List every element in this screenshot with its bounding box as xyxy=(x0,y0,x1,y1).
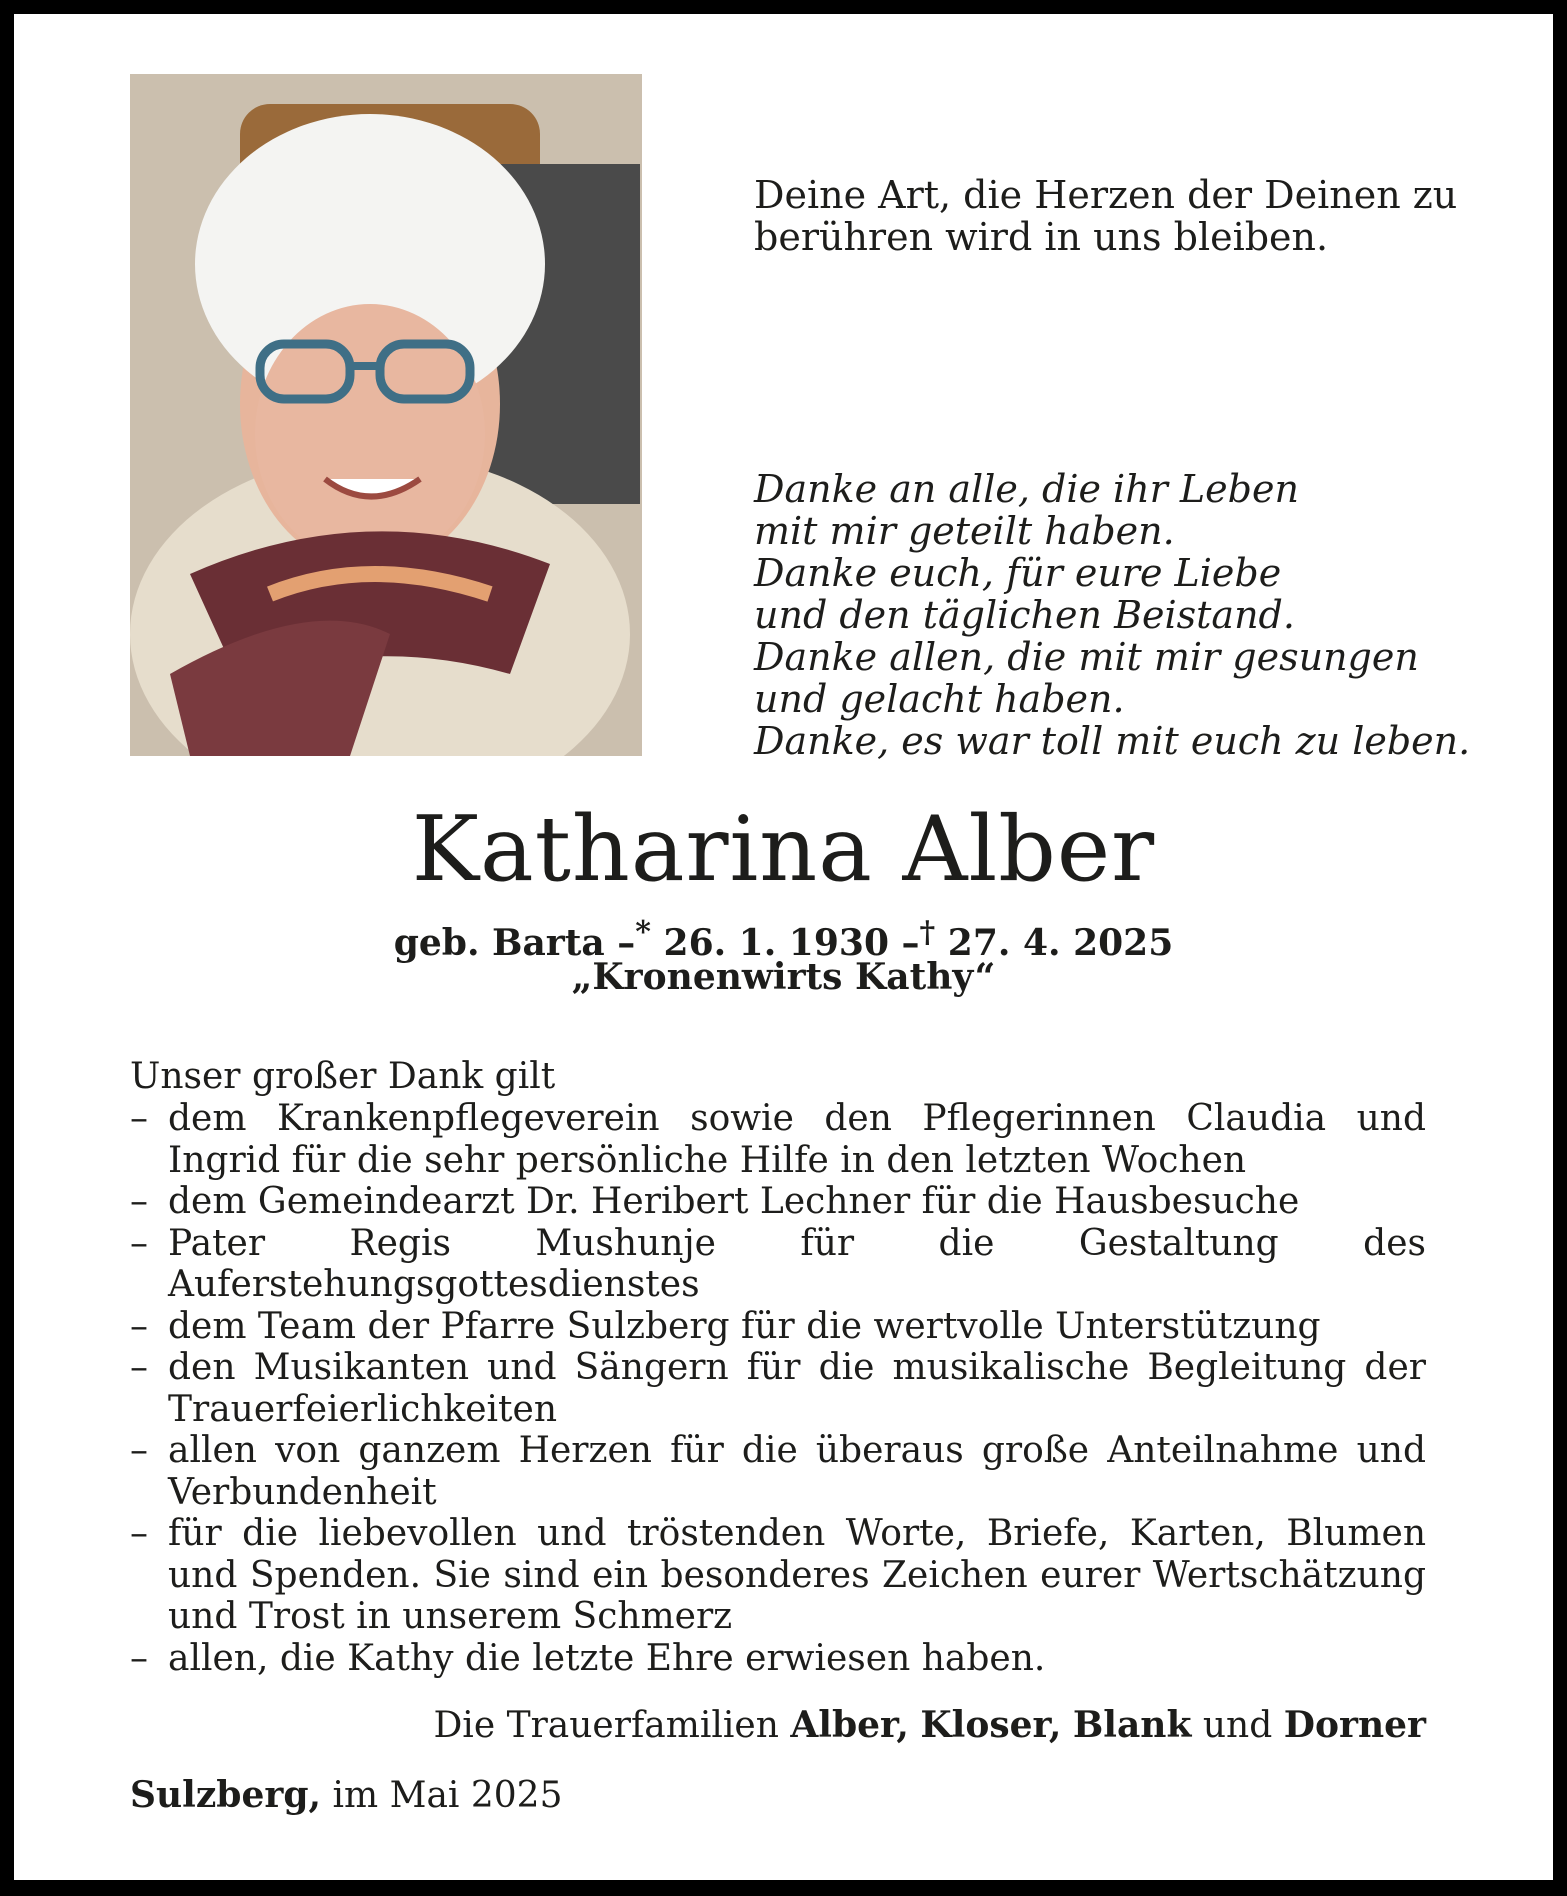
poem-line: mit mir geteilt haben. xyxy=(754,509,1175,553)
place: Sulzberg, xyxy=(130,1774,322,1816)
dash-bullet-icon: – xyxy=(130,1513,148,1554)
quote-line: berühren wird in uns bleiben. xyxy=(754,215,1329,259)
thank-you-poem xyxy=(754,468,1470,762)
family-name: Dorner xyxy=(1283,1704,1426,1746)
family-joiner: und xyxy=(1202,1705,1273,1746)
portrait-photo xyxy=(130,74,642,756)
list-item-text: für die liebevollen und tröstenden Worte, Briefe, Karten, Blumen und Spenden. Sie sind ein besonderes Zeichen eurer Wertschätzung und Trost in unserem Schmerz xyxy=(168,1513,1426,1637)
dash-separator: – xyxy=(901,922,920,964)
place-and-date xyxy=(130,1774,563,1817)
list-item xyxy=(130,1098,1426,1181)
list-item xyxy=(130,1430,1426,1513)
list-item xyxy=(130,1513,1426,1638)
nickname: „Kronenwirts Kathy“ xyxy=(571,956,996,998)
list-item-text: den Musikanten und Sängern für die musikalische Begleitung der Trauerfeierlichkeiten xyxy=(168,1347,1426,1430)
obituary-page xyxy=(14,14,1553,1880)
dash-bullet-icon: – xyxy=(130,1430,148,1471)
list-item xyxy=(130,1638,1426,1680)
dash-bullet-icon: – xyxy=(130,1637,148,1679)
poem-line: Danke, es war toll mit euch zu leben. xyxy=(754,719,1471,763)
dash-bullet-icon: – xyxy=(130,1098,148,1139)
dash-bullet-icon: – xyxy=(130,1305,148,1347)
birth-star-icon: * xyxy=(635,915,651,950)
list-item-text: dem Krankenpflegeverein sowie den Pflegerinnen Claudia und Ingrid für die sehr persönliche Hilfe in den letzten Wochen xyxy=(168,1098,1426,1181)
dash-separator: – xyxy=(617,922,636,964)
poem-line: Danke euch, für eure Liebe xyxy=(754,551,1282,595)
poem-line: und gelacht haben. xyxy=(754,677,1125,721)
death-date: 27. 4. 2025 xyxy=(947,922,1174,964)
list-item-text: dem Team der Pfarre Sulzberg für die wertvolle Unterstützung xyxy=(168,1305,1321,1347)
opening-quote xyxy=(754,174,1457,258)
poem-line: Danke allen, die mit mir gesungen xyxy=(754,635,1419,679)
death-cross-icon: † xyxy=(919,915,936,950)
poem-line: und den täglichen Beistand. xyxy=(754,593,1295,637)
list-item xyxy=(130,1306,1426,1348)
family-name: Alber, xyxy=(790,1704,909,1746)
thanks-intro: Unser großer Dank gilt xyxy=(130,1056,556,1097)
list-item-text: allen, die Kathy die letzte Ehre erwiesen haben. xyxy=(168,1637,1046,1679)
list-item-text: allen von ganzem Herzen für die überaus große Anteilnahme und Verbundenheit xyxy=(168,1430,1426,1513)
list-item xyxy=(130,1181,1426,1223)
deceased-name: Katharina Alber xyxy=(411,797,1156,902)
birth-date: 26. 1. 1930 xyxy=(663,922,889,964)
family-prefix: Die Trauerfamilien xyxy=(433,1705,779,1746)
date: im Mai 2025 xyxy=(332,1775,563,1816)
list-item xyxy=(130,1347,1426,1430)
quote-line: Deine Art, die Herzen der Deinen zu xyxy=(754,173,1458,217)
list-item xyxy=(130,1223,1426,1306)
family-name: Blank xyxy=(1072,1704,1192,1746)
dash-bullet-icon: – xyxy=(130,1181,148,1222)
thanks-list xyxy=(130,1098,1426,1679)
family-name: Kloser, xyxy=(920,1704,1062,1746)
poem-line: Danke an alle, die ihr Leben xyxy=(754,467,1299,511)
dash-bullet-icon: – xyxy=(130,1347,148,1388)
portrait-illustration xyxy=(130,74,642,756)
list-item-text: Pater Regis Mushunje für die Gestaltung des Auferstehungsgottesdienstes xyxy=(168,1222,1426,1305)
birth-name: geb. Barta xyxy=(393,922,605,964)
list-item-text: dem Gemeindearzt Dr. Heribert Lechner für die Hausbesuche xyxy=(168,1181,1300,1222)
dash-bullet-icon: – xyxy=(130,1222,148,1264)
mourning-families xyxy=(433,1704,1426,1747)
